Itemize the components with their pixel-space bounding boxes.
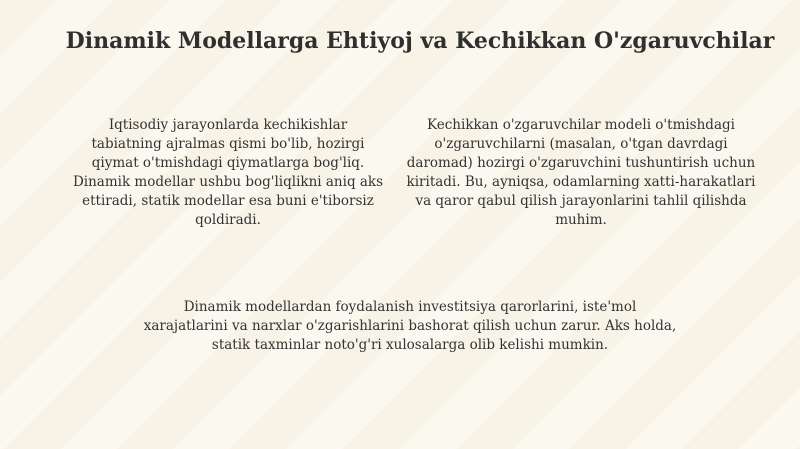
paragraph-bottom: Dinamik modellardan foydalanish investitsiya qarorlarini, iste'mol xarajatlarini va narxlar o'zgarishlarini bashorat qilish uchun zarur. Aks holda, statik taxminlar noto'g'ri xulosalarga olib kelishi mumkin. <box>143 299 677 353</box>
paragraph-right: Kechikkan o'zgaruvchilar modeli o'tmishdagi o'zgaruvchilarni (masalan, o'tgan davrdagi daromad) hozirgi o'zgaruvchini tushuntirish uchun kiritadi. Bu, ayniqsa, odamlarning xatti-harakatlari va qaror qabul qilish jarayonlarini tahlil qilishda muhim. <box>406 117 756 228</box>
slide-title: Dinamik Modellarga Ehtiyoj va Kechikkan O'zgaruvchilar <box>65 28 775 54</box>
paragraph-left: Iqtisodiy jarayonlarda kechikishlar tabiatning ajralmas qismi bo'lib, hozirgi qiymat o'tmishdagi qiymatlarga bog'liq. Dinamik modellar ushbu bog'liqlikni aniq aks ettiradi, statik modellar esa buni e'tiborsiz qoldiradi. <box>72 117 384 228</box>
